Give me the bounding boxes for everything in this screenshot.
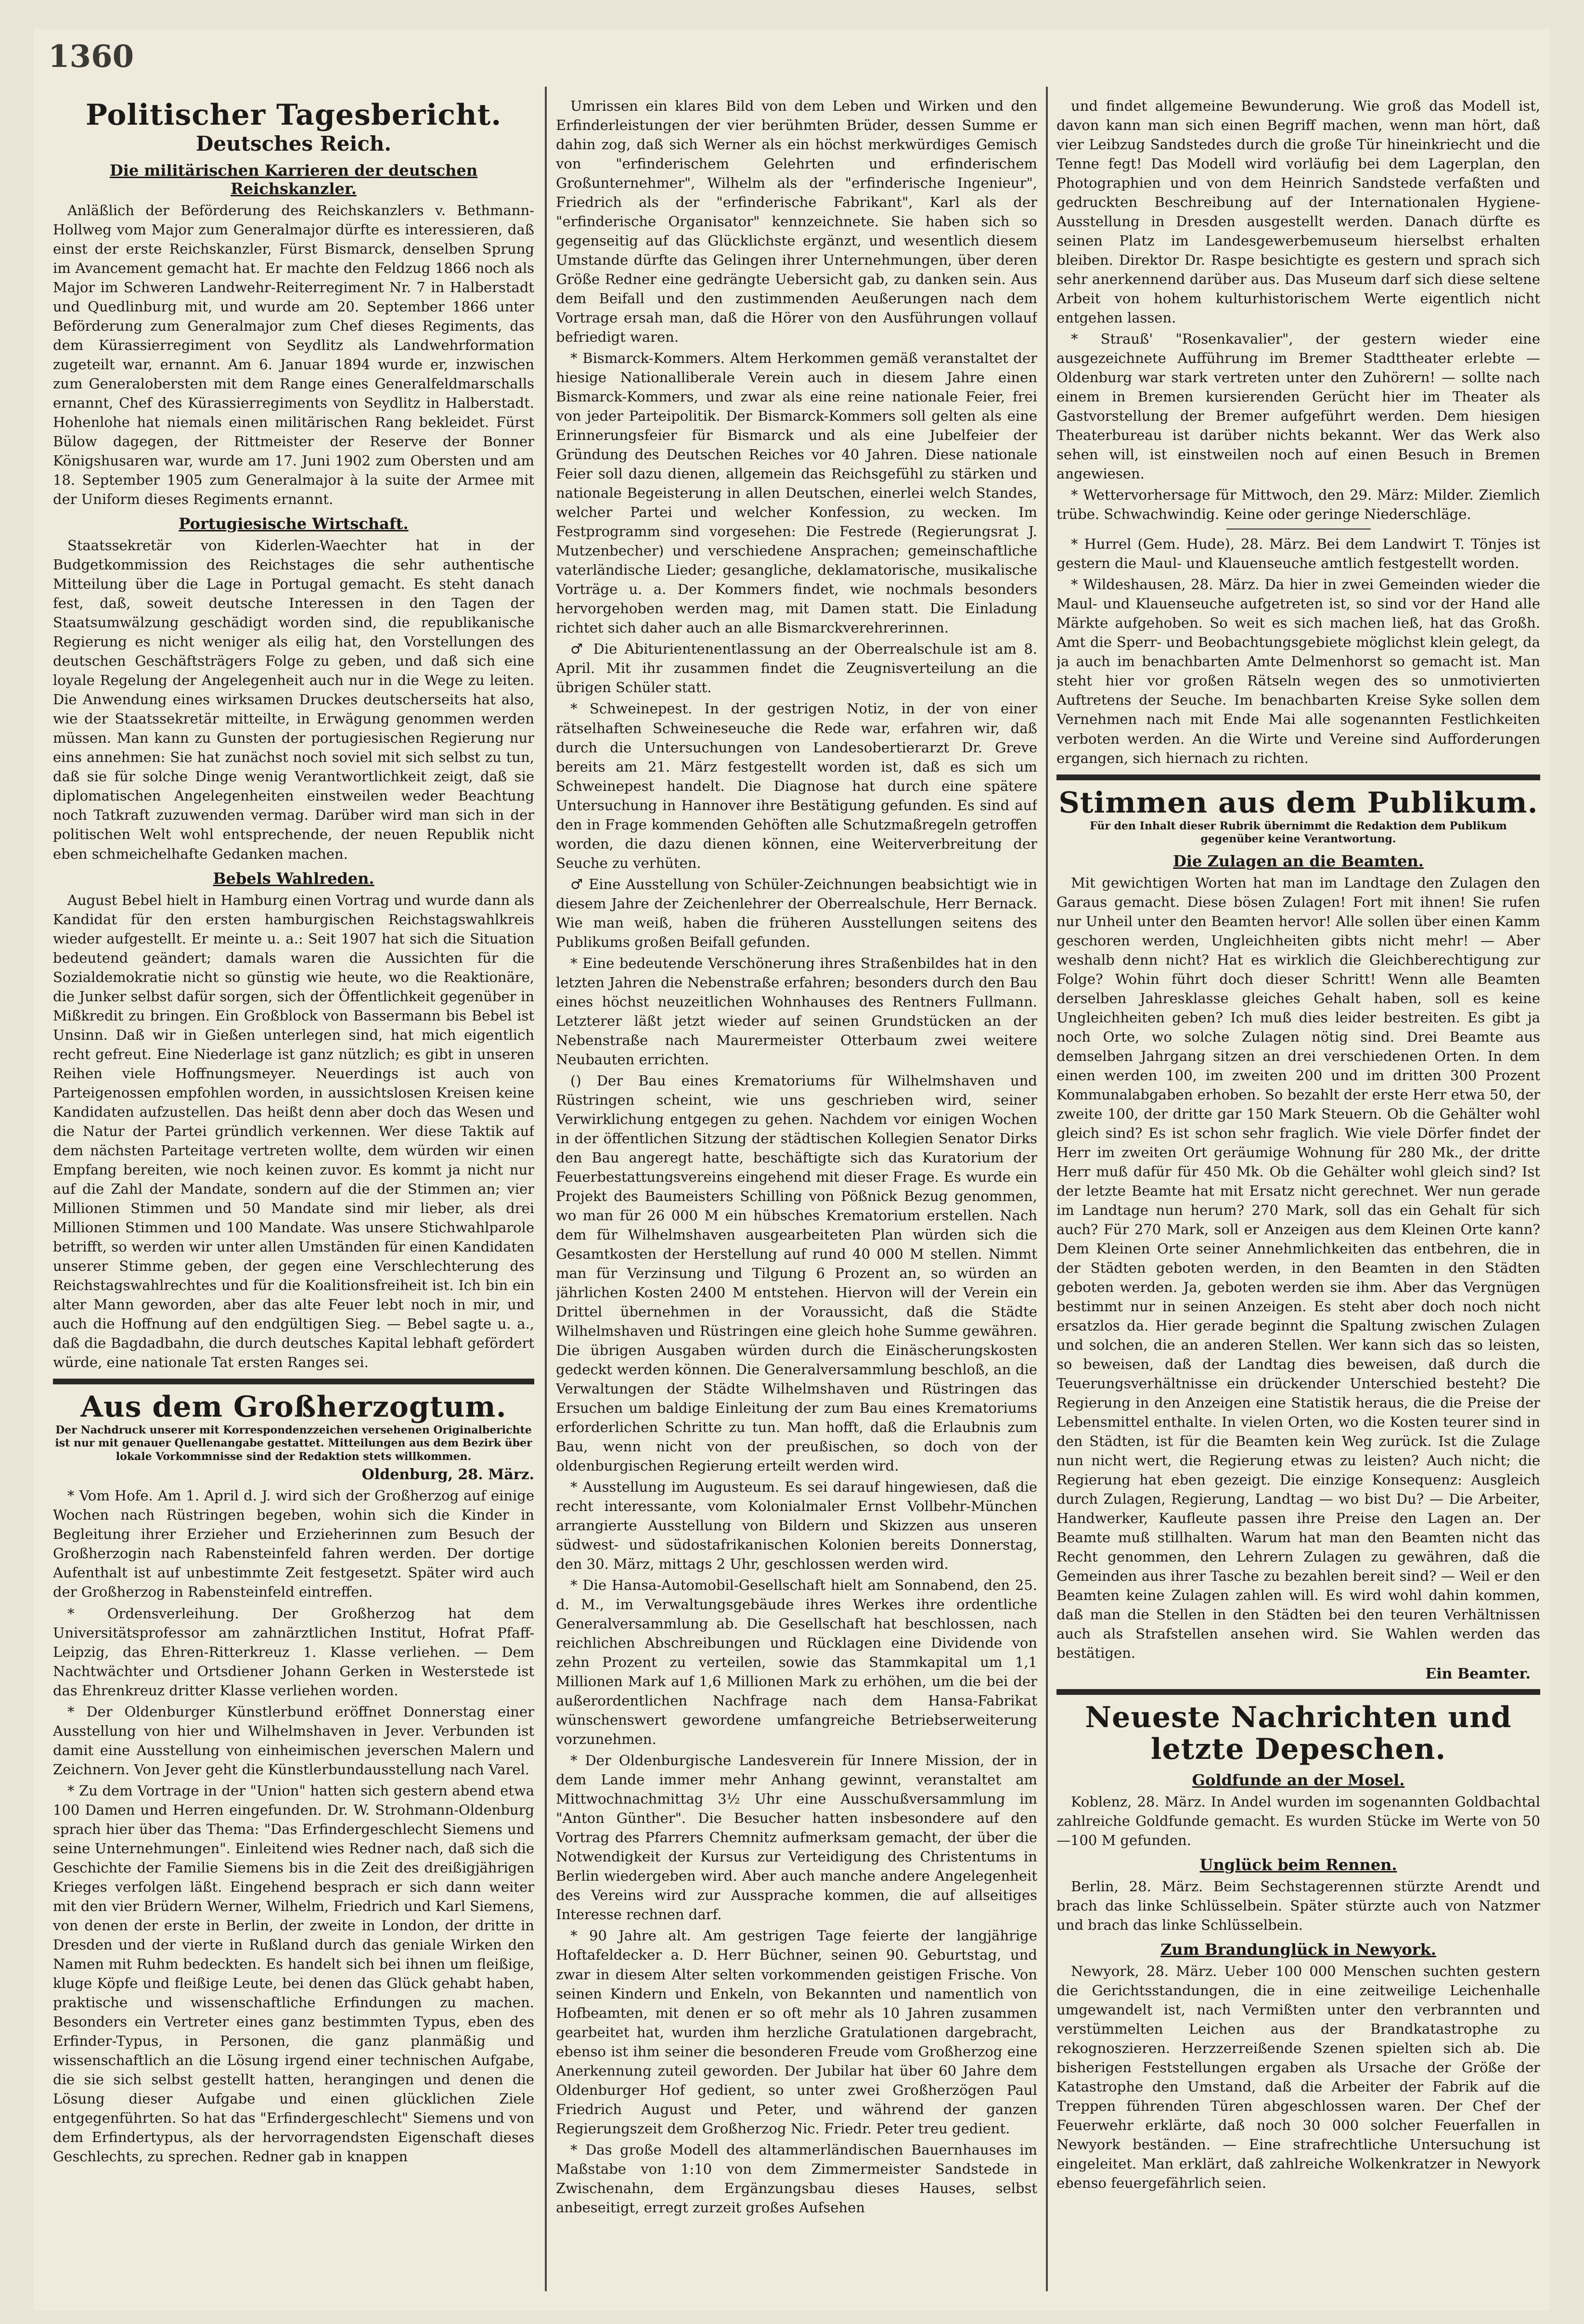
column-3 [1056, 96, 1540, 2272]
article-text: * 90 Jahre alt. Am gestrigen Tage feierte der langjährige Hoftafeldecker a. D. Herr Büchner, seinen 90. Geburtstag, und zwar in diesem Alter selten vorkommenden geistigen Frische. Von seinen Kindern und Enkeln, von Bekannten und namentlich von Hofbeamten, mit denen er so oft mehr als 10 Jahren zusammen gearbeitet hat, wurden ihm herzliche Gratulationen dargebracht, ebenso ist ihm seiner die besonderen Freude vom Großherzog eine Anerkennung zuteil geworden. Der Jubilar hat über 60 Jahre dem Oldenburger Hof gedient, so unter zwei Großherzögen Paul Friedrich August und Peter, und während der ganzen Regierungszeit dem Großherzog Nic. Friedr. Peter treu gedient. [556, 1927, 1037, 2137]
section-divider [1056, 1689, 1540, 1695]
article-text: Berlin, 28. März. Beim Sechstagerennen stürzte Arendt und brach das linke Schlüsselbein. Später stürzte auch von Natzmer und brach das linke Schlüsselbein. [1056, 1878, 1540, 1934]
article-headline: Die Zulagen an die Beamten. [1173, 852, 1424, 870]
column-rule [545, 87, 547, 2291]
article-text: Mit gewichtigen Worten hat man im Landtage den Zulagen den Garaus gemacht. Diese bösen Zulagen! Fort mit ihnen! Sie rufen nur Unheil unter den Beamten hervor! Alle sollen über einen Kamm geschoren werden, Ungleichheiten gibts nicht mehr! — Aber weshalb denn nicht? Hat es wirklich die Gleichberechtigung zur Folge? Wohin führt doch dieser Schritt! Wenn alle Beamten derselben Jahresklasse gleiches Gehalt haben, soll es keine Ungleichheiten geben? Ich muß dies leider bestreiten. Es gibt ja noch Orte, wo solche Zulagen nötig sind. Drei Beamte aus demselben Jahrgang sitzen an drei verschiedenen Orten. In dem einen werden 100, im zweiten 200 und im dritten 300 Prozent Kommunalabgaben erhoben. So bezahlt der erste Herr etwa 50, der zweite 100, der dritte gar 150 Mark Steuern. Ob die Gehälter wohl gleich sind? Es ist schon sehr fraglich. Wie viele Dörfer findet der Herr im zweiten Ort geräumige Wohnung für 280 Mk., der dritte Herr muß dafür für 450 Mk. Ob die Gehälter wohl gleich sind? Ist der letzte Beamte hat mit Ersatz nicht gerechnet. Wer nun gerade im Landtage nun herum? 270 Mark, soll das ein Gehalt für sich auch? Für 270 Mark, soll er Anzeigen aus dem Kleinen Orte kann? Dem Kleinen Orte seiner Annehmlichkeiten das entbehren, die in der Städten geboten werden, in den Beamten in den Städten geboten werden. Ja, geboten werden sie ihm. Aber das Vergnügen bestimmt nur in seinen Anzeigen. Es steht aber doch noch nicht ersatzlos da. Hier gerade beginnt die Spaltung zwischen Zulagen und solchen, die an anderen Stellen. Wer kann sich das so leisten, so beweisen, daß der Landtag dies beweisen, daß durch die Teuerungsverhältnisse ein drückender Unterschied besteht? Die Regierung in den Anzeigen eine Statistik heraus, die die Preise der Lebensmittel enthalte. In vielen Orten, wo die Kosten teurer sind in den Städten, ist für die Beamten kein Weg zurück. Ist die Zulage nun nicht wert, die Regierung etwas zu leisten? Auch nicht; die Regierung hat eben gezeigt. Die einzige Konsequenz: Ausgleich durch Zulagen, Regierung, Landtag — wo bist Du? — Die Arbeiter, Handwerker, Kaufleute passen ihre Preise den Lagen an. Der Beamte muß stillhalten. Warum hat man den Beamten nicht das Recht genommen, den Lehrern Zulagen zu gewähren, daß die Gemeinden aus ihrer Tasche zu bezahlen bereit sind? — Weil er den Beamten keine Zulagen zahlen will. Es wird wohl dahin kommen, daß man die Stellen in den Städten bei den teuren Verhältnissen auch als Strafstellen ansehen wird. Sie Wahlen werden das bestätigen. [1056, 874, 1540, 1662]
article-headline: Bebels Wahlreden. [213, 869, 374, 888]
signature: Ein Beamter. [1425, 1666, 1531, 1683]
article-text: ♂ Eine Ausstellung von Schüler-Zeichnungen beabsichtigt wie in diesem Jahre der Zeichenlehrer der Oberrealschule, Herr Bernack. Wie man weiß, haben die früheren Ausstellungen seitens des Publikums großen Beifall gefunden. [556, 876, 1037, 950]
article-text: * Schweinepest. In der gestrigen Notiz, in der von einer rätselhaften Schweineseuche die Rede war, erfahren wir, daß durch die Untersuchungen von Landesobertierarzt Dr. Greve bereits am 21. März festgestellt worden ist, daß es sich um Schweinepest handelt. Die Diagnose hat durch eine spätere Untersuchung in Hannover ihre Bestätigung gefunden. Es sind auf den in Frage kommenden Gehöften alle Schutzmaßregeln getroffen worden, die dazu dienen können, eine Weiterverbreitung der Seuche zu verhüten. [556, 700, 1037, 871]
dateline: Oldenburg, 28. März. [361, 1466, 534, 1484]
newspaper-page [34, 29, 1550, 2311]
page-number: 1360 [48, 39, 134, 75]
article-text: * Vom Hofe. Am 1. April d. J. wird sich der Großherzog auf einige Wochen nach Rüstringen begeben, wohin sich die Kinder in Begleitung ihrer Erzieher und Erzieherinnen zum Besuch der Großherzogin nach Rabensteinfeld fahren werden. Der dortige Aufenthalt ist auf unbestimmte Zeit festgesetzt. Später wird auch der Großherzog in Rabensteinfeld eintreffen. [53, 1487, 534, 1601]
section-title: Stimmen aus dem Publikum. [1058, 786, 1538, 820]
article-text: * Das große Modell des altammerländischen Bauernhauses im Maßstabe von 1:10 von dem Zimmermeister Sandstede in Zwischenahn, dem Ergänzungsbau dieses Hauses, selbst anbeseitigt, erregt zurzeit großes Aufsehen [556, 2141, 1037, 2216]
editorial-note: Für den Inhalt dieser Rubrik übernimmt die Redaktion dem Publikum gegenüber keine Verantwortung. [1090, 819, 1507, 846]
article-text: und findet allgemeine Bewunderung. Wie groß das Modell ist, davon kann man sich einen Begriff machen, wenn man hört, daß vier Leibzug Sandstedes durch die große Tür hineinkriecht und die Tenne fegt! Das Modell wird vorläufig bei dem Lagerplan, den Photographien und von dem Heinrich Sandstede verfaßten und gedruckten Beschreibung auf der Internationalen Hygiene-Ausstellung in Dresden ausgestellt werden. Danach dürfte es seinen Platz im Landesgewerbemuseum hierselbst erhalten bleiben. Direktor Dr. Raspe besichtigte es gestern und sprach sich sehr anerkennend darüber aus. Das Museum darf sich diese seltene Arbeit von hohem kulturhistorischem Werte eigentlich nicht entgehen lassen. [1056, 98, 1540, 326]
article-text: Umrissen ein klares Bild von dem Leben und Wirken und den Erfinderleistungen der vier berühmten Brüder, dessen Summe er dahin zog, daß sich Werner als ein höchst merkwürdiges Gemisch von "erfinderischem Gelehrten und erfinderischem Großunternehmer", Wilhelm als der "erfinderische Ingenieur", Friedrich als der "erfinderische Fabrikant", Karl als der "erfinderische Organisator" kennzeichnete. Sie haben sich so gegenseitig auf das Glücklichste ergänzt, und wesentlich diesem Umstande dürfte das Gelingen ihrer Unternehmungen, über deren Größe Redner eine gedrängte Uebersicht gab, zu danken sein. Aus dem Beifall und den zustimmenden Aeußerungen nach dem Vortrage ersah man, daß die Hörer von den Ausführungen vollauf befriedigt waren. [556, 98, 1037, 346]
column-2 [556, 96, 1037, 2272]
article-headline: Die militärischen Karrieren der deutschen Reichskanzler. [109, 161, 478, 198]
section-title: Neueste Nachrichten und letzte Depeschen. [1085, 1701, 1512, 1767]
article-text: Staatssekretär von Kiderlen-Waechter hat in der Budgetkommission des Reichstages die sehr authentische Mitteilung über die Lage in Portugal gemacht. Es steht danach fest, daß, soweit deutsche Interessen in den Tagen der Staatsumwälzung geschädigt worden sind, die republikanische Regierung es nicht weniger als eilig hat, den Vorstellungen des deutschen Geschäftsträgers Folge zu geben, und daß sich eine loyale Regelung der Angelegenheit auch nur in die Wege zu leiten. Die Anwendung eines wirksamen Druckes deutscherseits hat also, wie der Staatssekretär mitteilte, in Erwägung genommen werden müssen. Man kann zu Gunsten der portugiesischen Regierung nur eins annehmen: Sie hat zunächst noch soviel mit sich selbst zu tun, daß sie für solche Dinge wenig Verantwortlichkeit zeigt, daß sie diplomatischen Angelegenheiten einstweilen weder Beachtung noch Tatkraft zuzuwenden vermag. Darüber wird man sich in der politischen Welt wohl entsprechende, der neuen Republik nicht eben schmeichelhafte Gedanken machen. [53, 537, 534, 862]
article-text: ♂ Die Abiturientenentlassung an der Oberrealschule ist am 8. April. Mit ihr zusammen findet die Zeugnisverteilung an die übrigen Schüler statt. [556, 641, 1037, 696]
article-text: * Der Oldenburgische Landesverein für Innere Mission, der in dem Lande immer mehr Anhang gewinnt, veranstaltet am Mittwochnachmittag 3½ Uhr eine Ausschußversammlung im "Anton Günther". Die Besucher hatten insbesondere auf den Vortrag des Pfarrers Chemnitz aufmerksam gemacht, der über die Notwendigkeit der Kursus zur Verteidigung des Christentums in Berlin wiedergeben wird. Aber auch manche andere Angelegenheit des Vereins wird zur Aussprache kommen, die auf allseitiges Interesse rechnen darf. [556, 1752, 1037, 1923]
column-1 [53, 96, 534, 2272]
section-subtitle: Deutsches Reich. [195, 132, 392, 155]
article-text: Anläßlich der Beförderung des Reichskanzlers v. Bethmann-Hollweg vom Major zum Generalmajor dürfte es interessieren, daß einst der erste Reichskanzler, Fürst Bismarck, denselben Sprung im Avancement gemacht hat. Er machte den Feldzug 1866 noch als Major im Schweren Landwehr-Reiterregiment Nr. 7 in Halberstadt und Quedlinburg mit, und wurde am 20. September 1866 unter Beförderung zum Generalmajor zum Chef dieses Regiments, das dem Kürassierregiment von Seydlitz als Landwehrformation zugeteilt war, ernannt. Am 6. Januar 1894 wurde er, inzwischen zum Generalobersten mit dem Range eines Generalfeldmarschalls ernannt, Chef des Kürassierregiments von Seydlitz in Halberstadt. Hohenlohe hat niemals einen militärischen Rang bekleidet. Fürst Bülow dagegen, der Rittmeister der Reserve der Bonner Königshusaren war, wurde am 17. Juni 1902 zum Obersten und am 18. September 1905 zum Generalmajor à la suite der Armee mit der Uniform dieses Regiments ernannt. [53, 202, 534, 508]
section-divider [53, 1379, 534, 1384]
article-text: * Eine bedeutende Verschönerung ihres Straßenbildes hat in den letzten Jahren die Nebenstraße erfahren; besonders durch den Bau eines höchst neuzeitlichen Wohnhauses des Rentners Fullmann. Letzterer läßt jetzt wieder auf seinen Grundstücken an der Nebenstraße nach Maurermeister Otterbaum zwei weitere Neubauten errichten. [556, 955, 1037, 1068]
article-text: * Zu dem Vortrage in der "Union" hatten sich gestern abend etwa 100 Damen und Herren eingefunden. Dr. W. Strohmann-Oldenburg sprach hier über das Thema: "Das Erfindergeschlecht Siemens und seine Unternehmungen". Einleitend wies Redner nach, daß sich die Geschichte der Familie Siemens bis in die Zeit des dreißigjährigen Krieges verfolgen läßt. Eingehend besprach er sich dann weiter mit den vier Brüdern Werner, Wilhelm, Friedrich und Karl Siemens, von denen der erste in Berlin, der zweite in London, der dritte in Dresden und der vierte in Rußland durch das geniale Wirken den Namen mit Ruhm bedeckten. Es handelt sich bei ihnen um fleißige, kluge Köpfe und fleißige Leute, bei denen das Glück gehabt haben, praktische und wissenschaftliche Erfindungen zu machen. Besonders ein Vertreter eines ganz bestimmten Typus, eben des Erfinder-Typus, in Personen, die ganz planmäßig und wissenschaftlich an die Lösung irgend einer technischen Aufgabe, die sie sich selbst gestellt hatten, herangingen und denen die Lösung dieser Aufgabe und einen glücklichen Ziele entgegenführten. So hat das "Erfindergeschlecht" Siemens und von dem Erfindertypus, als der hervorragendsten Eigenschaft dieses Geschlechts, zu sprechen. Redner gab in knappen [53, 1782, 534, 2165]
article-text: * Ordensverleihung. Der Großherzog hat dem Universitätsprofessor am zahnärztlichen Institut, Hofrat Pfaff-Leipzig, das Ehren-Ritterkreuz 1. Klasse verliehen. — Dem Nachtwächter und Ortsdiener Johann Gerken in Westerstede ist das Ehrenkreuz dritter Klasse verliehen worden. [53, 1605, 534, 1699]
section-title: Politischer Tagesbericht. [85, 98, 502, 132]
column-rule [1046, 87, 1048, 2291]
article-text: * Ausstellung im Augusteum. Es sei darauf hingewiesen, daß die recht interessante, vom Kolonialmaler Ernst Vollbehr-München arrangierte Ausstellung von Bildern und Skizzen aus unseren südwest- und südostafrikanischen Kolonien bereits Donnerstag, den 30. März, mittags 2 Uhr, geschlossen werden wird. [556, 1479, 1037, 1573]
article-text: Koblenz, 28. März. In Andel wurden im sogenannten Goldbachtal zahlreiche Goldfunde gemacht. Es wurden Stücke im Werte von 50—100 M gefunden. [1056, 1794, 1540, 1849]
article-text: * Hurrel (Gem. Hude), 28. März. Bei dem Landwirt T. Tönjes ist gestern die Maul- und Klauenseuche amtlich festgestellt worden. [1056, 536, 1540, 572]
section-divider [1056, 775, 1540, 780]
section-title: Aus dem Großherzogtum. [80, 1390, 507, 1424]
article-headline: Unglück beim Rennen. [1199, 1856, 1397, 1874]
article-text: * Wettervorhersage für Mittwoch, den 29. März: Milder. Ziemlich trübe. Schwachwindig. Keine oder geringe Niederschläge. [1056, 487, 1540, 523]
editorial-note: Der Nachdruck unserer mit Korrespondenzzeichen versehenen Originalberichte ist nur mit genauer Quellenangabe gestattet. Mitteilungen aus dem Bezirk über lokale Vorkommnisse sind der Redaktion stets willkommen. [55, 1423, 532, 1463]
article-text: * Die Hansa-Automobil-Gesellschaft hielt am Sonnabend, den 25. d. M., im Verwaltungsgebäude ihres Werkes ihre ordentliche Generalversammlung ab. Die Gesellschaft hat beschlossen, nach reichlichen Abschreibungen und Rücklagen eine Dividende von zehn Prozent zu verteilen, sowie das Stammkapital um 1,1 Millionen Mark auf 1,6 Millionen Mark zu erhöhen, um die bei der außerordentlichen Nachfrage nach dem Hansa-Fabrikat wünschenswert gewordene umfangreiche Betriebserweiterung vorzunehmen. [556, 1577, 1037, 1748]
article-text: * Strauß' "Rosenkavalier", der gestern wieder eine ausgezeichnete Aufführung im Bremer Stadttheater erlebte — Oldenburg war stark vertreten unter den Zuhörern! — sollte nach einem in Bremen kursierenden Gerücht hier im Theater als Gastvorstellung der Bremer aufgeführt werden. Dem hiesigen Theaterbureau ist darüber nichts bekannt. Wer das Werk also sehen will, ist einstweilen noch auf einen Besuch in Bremen angewiesen. [1056, 331, 1540, 482]
article-text: * Bismarck-Kommers. Altem Herkommen gemäß veranstaltet der hiesige Nationalliberale Verein auch in diesem Jahre einen Bismarck-Kommers, und zwar als eine reine nationale Feier, frei von jeder Parteipolitik. Der Bismarck-Kommers soll gelten als eine Erinnerungsfeier für Bismarck und als eine Jubelfeier der Gründung des Deutschen Reiches vor 40 Jahren. Diese nationale Feier soll dazu dienen, allgemein das Reichsgefühl zu stärken und nationale Begeisterung in allen Deutschen, einerlei welch Standes, welcher Partei und welcher Konfession, zu wecken. Im Festprogramm sind vorgesehen: Die Festrede (Regierungsrat J. Mutzenbecher) und verschiedene Ansprachen; gemeinschaftliche vaterländische Lieder; gesangliche, deklamatorische, musikalische Vorträge u. a. Der Kommers findet, wie nochmals besonders hervorgehoben werden mag, mit Damen statt. Die Einladung richtet sich daher auch an alle Bismarckverehrerinnen. [556, 350, 1037, 636]
article-text: () Der Bau eines Krematoriums für Wilhelmshaven und Rüstringen scheint, wie uns geschrieben wird, seiner Verwirklichung entgegen zu gehen. Nachdem vor einigen Wochen in der öffentlichen Sitzung der städtischen Kollegien Senator Dirks den Bau angeregt hatte, beschäftigte sich das Kuratorium der Feuerbestattungsvereins eingehend mit dieser Frage. Es wurde ein Projekt des Baumeisters Schilling von Pößnick Bezug genommen, wo man für 26 000 M ein hübsches Krematorium erstellen. Nach dem für Wilhelmshaven ausgearbeiteten Plan würden sich die Gesamtkosten der Herstellung auf rund 40 000 M stellen. Nimmt man für Verzinsung und Tilgung 6 Prozent an, so würden an jährlichen Kosten 2400 M entstehen. Hiervon will der Verein ein Drittel übernehmen in der Voraussicht, daß die Städte Wilhelmshaven und Rüstringen eine gleich hohe Summe gewähren. Die übrigen Ausgaben würden durch die Einäscherungskosten gedeckt werden können. Die Generalversammlung beschloß, an die Verwaltungen der Städte Wilhelmshaven und Rüstringen das Ersuchen um baldige Einleitung der zum Bau eines Krematoriums erforderlichen Schritte zu tun. Man hofft, daß die Erlaubnis zum Bau, wenn nicht von der preußischen, so doch von der oldenburgischen Regierung erteilt werden wird. [556, 1072, 1037, 1474]
article-text: * Wildeshausen, 28. März. Da hier in zwei Gemeinden wieder die Maul- und Klauenseuche aufgetreten ist, so sind vor der Hand alle Märkte aufgehoben. So weit es sich machen ließ, hat das Großh. Amt die Sperr- und Beobachtungsgebiete möglichst klein gelegt, da ja auch im benachbarten Amte Delmenhorst so gemacht ist. Man steht hier vor großen Rätseln wegen des so unmotivierten Auftretens der Seuche. Im benachbarten Kreise Syke sollen dem Vernehmen nach mit Ende Mai alle sogenannten Festlichkeiten verboten werden. An die Wirte und Vereine sind Aufforderungen ergangen, sich hiernach zu richten. [1056, 576, 1540, 766]
article-text: Newyork, 28. März. Ueber 100 000 Menschen suchten gestern die Gerichtsstandungen, die in eine zeitweilige Leichenhalle umgewandelt ist, nach Vermißten unter den verbrannten und verstümmelten Leichen aus der Brandkatastrophe zu rekognoszieren. Herzzerreißende Szenen spielten sich ab. Die bisherigen Feststellungen ergaben als Ursache der Größe der Katastrophe den Umstand, daß die Arbeiter der Fabrik auf die Treppen führenden Türen abgeschlossen waren. Der Chef der Feuerwehr erklärte, daß noch 30 000 solcher Feuerfallen in Newyork beständen. — Eine strafrechtliche Untersuchung ist eingeleitet. Man erklärt, daß zahlreiche Wolkenkratzer in Newyork ebenso feuergefährlich seien. [1056, 1963, 1540, 2192]
article-text: * Der Oldenburger Künstlerbund eröffnet Donnerstag einer Ausstellung von hier und Wilhelmshaven in Jever. Verbunden ist damit eine Ausstellung von einheimischen jeverschen Malern und Zeichnern. Von Jever geht die Künstlerbundausstellung nach Varel. [53, 1703, 534, 1778]
article-headline: Portugiesische Wirtschaft. [179, 515, 409, 533]
article-text: August Bebel hielt in Hamburg einen Vortrag und wurde dann als Kandidat für den ersten hamburgischen Reichstagswahlkreis wieder aufgestellt. Er meinte u. a.: Seit 1907 hat sich die Situation bedeutend geändert; damals waren die Aussichten für die Sozialdemokratie nicht so günstig wie heute, wo die Reaktionäre, die Junker selbst dafür sorgen, sich der Öffentlichkeit gegenüber in Mißkredit zu bringen. Ein Großblock von Bassermann bis Bebel ist Unsinn. Daß wir in Gießen unterlegen sind, hat mich eigentlich recht gefreut. Eine Niederlage ist ganz nützlich; es gibt in unseren Reihen viele Hoffnungsmeyer. Neuerdings ist auch von Parteigenossen empfohlen worden, in aussichtslosen Kreisen keine Kandidaten aufzustellen. Das heißt denn aber doch das Wesen und die Natur der Partei gründlich verkennen. Wer diese Taktik auf dem nächsten Parteitage vertreten wollte, dem würden wir einen Empfang bereiten, wie noch keinen zuvor. Es kommt ja nicht nur auf die Zahl der Mandate, sondern auf die der Stimmen an; vier Millionen Stimmen und 50 Mandate sind mir lieber, als drei Millionen Stimmen und 100 Mandate. Was unsere Stichwahlparole betrifft, so werden wir unter allen Umständen für einen Kandidaten unserer Stimme geben, der gegen eine Verschlechterung des Reichstagswahlrechtes und für die Koalitionsfreiheit ist. Ich bin ein alter Mann geworden, aber das alte Feuer lebt noch in mir, und auch die Hoffnung auf den endgültigen Sieg. — Bebel sagte u. a., daß die Bagdadbahn, die durch deutsches Kapital lebhaft gefördert würde, eine nationale Tat ersten Ranges sei. [53, 891, 534, 1370]
article-headline: Goldfunde an der Mosel. [1192, 1771, 1405, 1790]
article-headline: Zum Brandunglück in Newyork. [1160, 1940, 1436, 1959]
